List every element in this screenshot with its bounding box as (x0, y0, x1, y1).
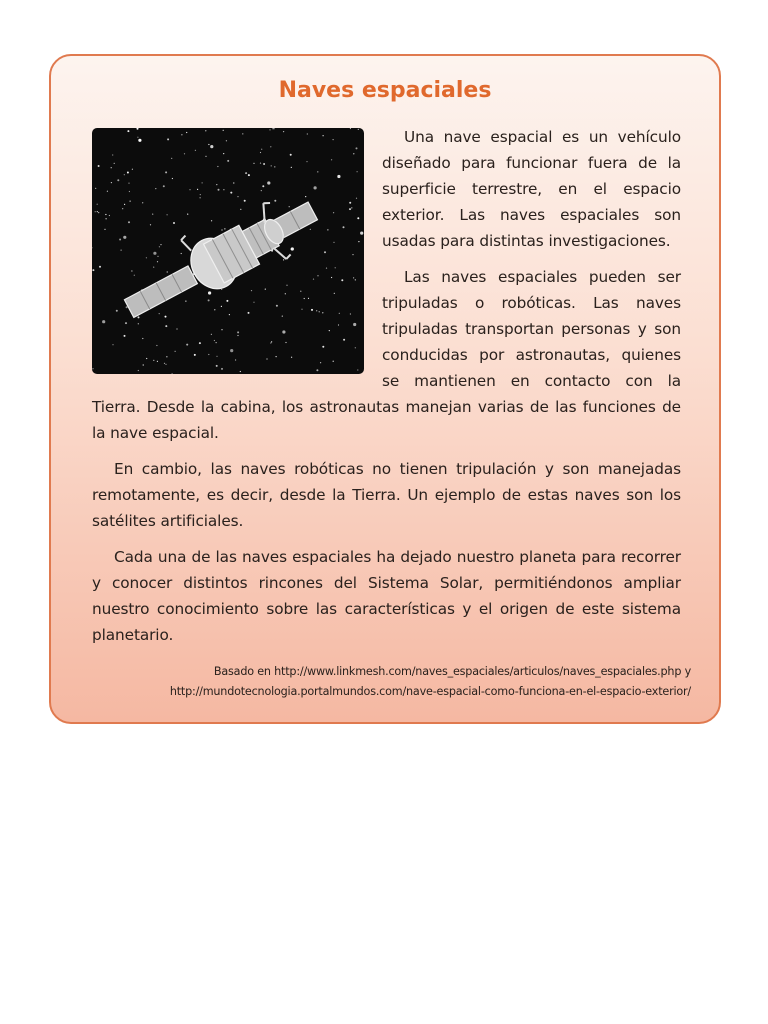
paragraph-4: Cada una de las naves espaciales ha dejado nuestro planeta para recorrer y conocer distintos rincones del Sistema Solar, permitiéndonos ampliar nuestro conocimiento sobre las características y el origen de este sistema planetario. (92, 548, 681, 644)
paragraph-2: Las naves espaciales pueden ser tripuladas o robóticas. Las naves tripuladas transportan personas y son conducidas por astronautas, quienes se mantienen en contacto con la Tierra. Desde la cabina, los astronautas manejan varias de las funciones de la nave espacial. (92, 268, 681, 442)
source-line-2: http://mundotecnologia.portalmundos.com/nave-espacial-como-funciona-en-el-espacio-exterior/ (169, 685, 691, 698)
paragraph-1: Una nave espacial es un vehículo diseñado para funcionar fuera de la superficie terrestre, en el espacio exterior. Las naves espaciales son usadas para distintas investigaciones. (382, 128, 681, 250)
article-body (92, 124, 681, 648)
article-card (49, 54, 721, 724)
source-citation (71, 662, 691, 702)
article-title: Naves espaciales (278, 78, 492, 103)
source-line-1: Basado en http://www.linkmesh.com/naves_espaciales/articulos/naves_espaciales.php y (213, 665, 691, 678)
paragraph-3: En cambio, las naves robóticas no tienen tripulación y son manejadas remotamente, es decir, desde la Tierra. Un ejemplo de estas naves son los satélites artificiales. (92, 460, 681, 530)
image-spacer (92, 124, 382, 386)
